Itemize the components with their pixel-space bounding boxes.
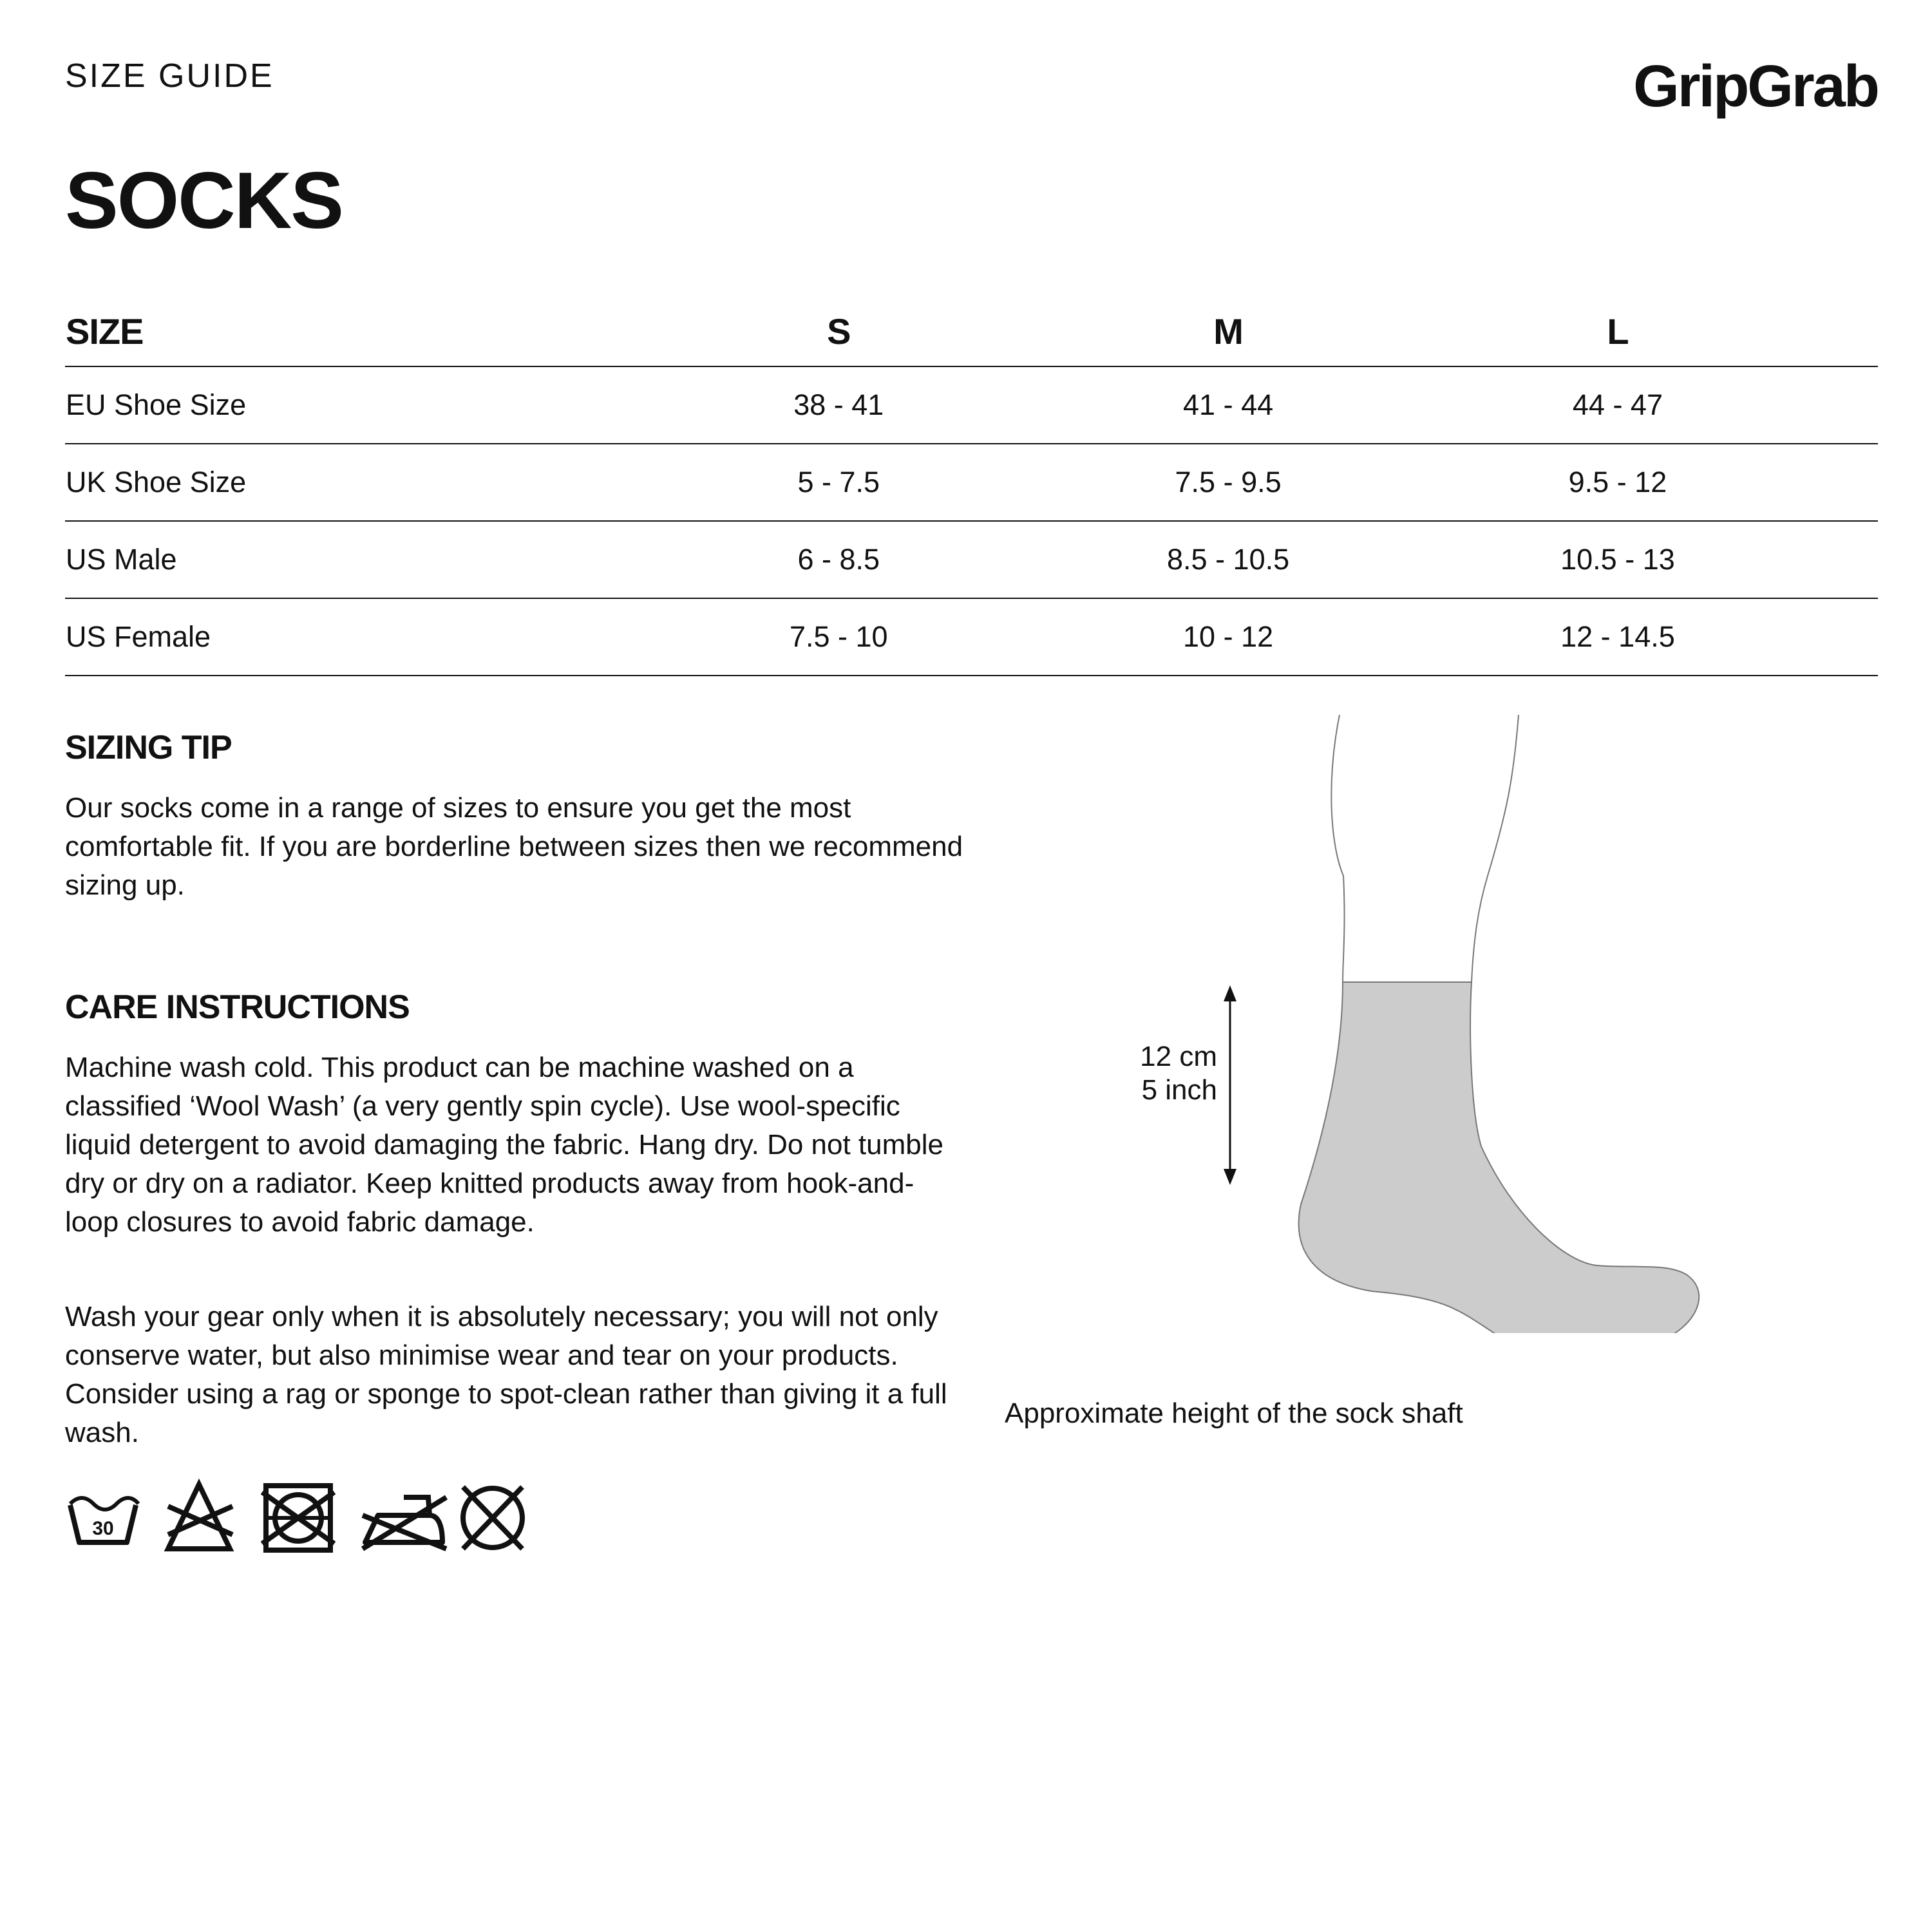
no-bleach-icon bbox=[163, 1478, 261, 1558]
no-tumble-dry-icon bbox=[261, 1478, 359, 1558]
size-column-m: M bbox=[1213, 310, 1243, 352]
table-cell: 38 - 41 bbox=[793, 388, 884, 421]
table-cell: 41 - 44 bbox=[1183, 388, 1274, 421]
arrow-up-icon bbox=[1224, 985, 1236, 1001]
sock-shape bbox=[1299, 982, 1700, 1333]
table-cell: 10.5 - 13 bbox=[1560, 543, 1675, 576]
table-row bbox=[65, 366, 1878, 444]
table-cell: 9.5 - 12 bbox=[1568, 466, 1667, 498]
size-guide-label: SIZE GUIDE bbox=[65, 57, 274, 95]
figure-caption: Approximate height of the sock shaft bbox=[1005, 1397, 1463, 1429]
row-label: US Female bbox=[66, 620, 211, 653]
measure-cm: 12 cm bbox=[1140, 1041, 1217, 1072]
care-paragraph-2: Wash your gear only when it is absolutely necessary; you will not only conserve water, but also minimise wear and tear on your products. Consider using a rag or sponge to spot-clean rather than giving it a full wash. bbox=[65, 1301, 947, 1448]
care-heading: CARE INSTRUCTIONS bbox=[65, 989, 410, 1026]
size-table-header bbox=[65, 296, 1878, 366]
size-column-s: S bbox=[827, 310, 851, 352]
table-cell: 8.5 - 10.5 bbox=[1167, 543, 1290, 576]
sizing-tip-heading: SIZING TIP bbox=[65, 729, 232, 766]
care-paragraph-1: Machine wash cold. This product can be machine washed on a classified ‘Wool Wash’ (a very gently spin cycle). Use wool-specific liquid detergent to avoid damaging the fabric. Hang dry. Do not tumble dry or dry on a radiator. Keep knitted products away from hook-and-loop closures to avoid fabric damage. bbox=[65, 1052, 943, 1238]
care-icons bbox=[65, 1478, 554, 1558]
table-row bbox=[65, 598, 1878, 676]
size-table bbox=[65, 296, 1878, 676]
table-spacer bbox=[1812, 521, 1878, 598]
sock-illustration bbox=[1095, 715, 1726, 1333]
no-iron-icon bbox=[359, 1478, 457, 1558]
table-cell: 44 - 47 bbox=[1572, 388, 1663, 421]
wash-30-icon bbox=[65, 1478, 163, 1558]
table-cell: 7.5 - 10 bbox=[789, 620, 888, 653]
size-header-label: SIZE bbox=[66, 310, 144, 352]
table-spacer bbox=[1812, 366, 1878, 444]
arrow-down-icon bbox=[1224, 1169, 1236, 1185]
table-spacer bbox=[1812, 598, 1878, 676]
table-row bbox=[65, 444, 1878, 521]
size-column-l: L bbox=[1607, 310, 1629, 352]
page-title: SOCKS bbox=[65, 156, 343, 245]
table-cell: 7.5 - 9.5 bbox=[1175, 466, 1282, 498]
row-label: UK Shoe Size bbox=[66, 466, 247, 498]
row-label: US Male bbox=[66, 543, 177, 576]
sizing-tip-text: Our socks come in a range of sizes to ensure you get the most comfortable fit. If you are borderline between sizes then we recommend sizing up. bbox=[65, 792, 963, 901]
table-cell: 6 - 8.5 bbox=[797, 543, 880, 576]
leg-outline bbox=[1331, 715, 1519, 982]
row-label: EU Shoe Size bbox=[66, 388, 247, 421]
no-dry-clean-icon bbox=[457, 1478, 554, 1558]
table-spacer bbox=[1812, 296, 1878, 366]
measure-inch: 5 inch bbox=[1141, 1074, 1217, 1106]
table-cell: 5 - 7.5 bbox=[797, 466, 880, 498]
brand-logo: GripGrab bbox=[1633, 53, 1878, 119]
measure-label bbox=[1095, 1040, 1217, 1107]
table-row bbox=[65, 521, 1878, 598]
table-spacer bbox=[1812, 444, 1878, 521]
table-cell: 10 - 12 bbox=[1183, 620, 1274, 653]
table-cell: 12 - 14.5 bbox=[1560, 620, 1675, 653]
wash-temp-label: 30 bbox=[92, 1518, 114, 1539]
